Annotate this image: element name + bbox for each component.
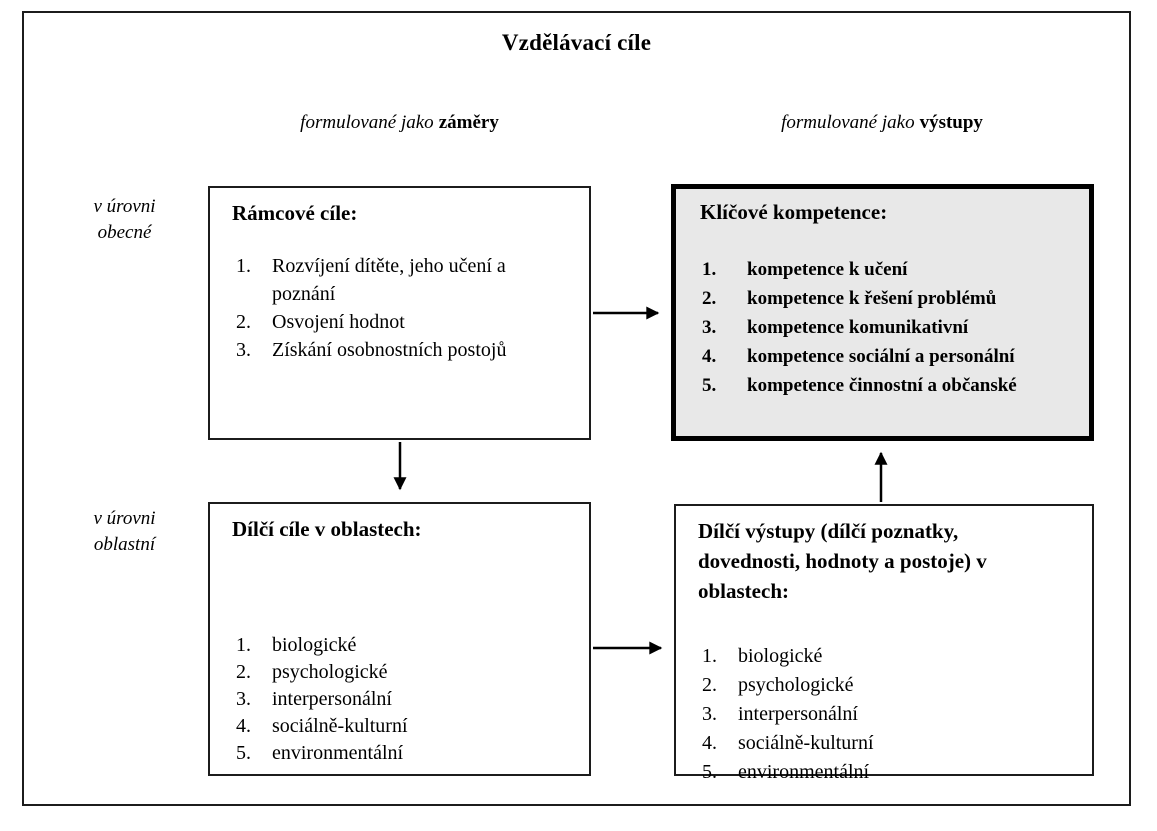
column-header-outputs-emphasis: výstupy	[919, 112, 983, 133]
list-item-number: 1.	[702, 645, 717, 667]
list-item-number: 3.	[702, 317, 717, 338]
list-item-text: kompetence komunikativní	[747, 317, 969, 338]
list-item	[236, 632, 579, 659]
list-item	[702, 642, 1082, 671]
list-item	[702, 342, 1079, 371]
list-item	[236, 336, 579, 364]
list-item	[702, 313, 1079, 342]
list-item	[236, 659, 579, 686]
list-item-number: 2.	[236, 311, 251, 333]
row-label-area-line2: oblastní	[93, 534, 156, 555]
diagram-title: Vzdělávací cíle	[501, 30, 652, 55]
list-item-text: biologické	[738, 645, 823, 667]
row-label-area-level	[52, 506, 197, 558]
box-partial-goals-list	[210, 632, 589, 767]
list-item-number: 1.	[236, 255, 251, 277]
box-framework-goals-title: Rámcové cíle:	[232, 201, 358, 225]
box-partial-outputs-title: Dílčí výstupy (dílčí poznatky, dovednosti, hodnoty a postoje) v oblastech:	[698, 519, 987, 603]
list-item-text: biologické	[272, 634, 357, 656]
list-item-text: environmentální	[738, 761, 870, 783]
list-item-number: 4.	[702, 346, 717, 367]
list-item-text: Osvojení hodnot	[272, 311, 405, 333]
list-item-text: kompetence činnostní a občanské	[747, 375, 1017, 396]
list-item-number: 2.	[236, 661, 251, 683]
column-header-intents-prefix: formulované jako	[300, 112, 434, 133]
list-item	[236, 740, 579, 767]
list-item-text: sociálně-kulturní	[738, 732, 874, 754]
list-item	[702, 729, 1082, 758]
list-item-text: sociálně-kulturní	[272, 715, 408, 737]
list-item-text: Získání osobnostních postojů	[272, 339, 507, 361]
list-item	[702, 371, 1079, 400]
box-partial-outputs-list	[676, 642, 1092, 787]
list-item	[702, 758, 1082, 787]
box-partial-goals	[208, 502, 591, 776]
list-item-text: psychologické	[272, 661, 388, 683]
list-item-text: Rozvíjení dítěte, jeho učení a poznání	[272, 255, 506, 305]
list-item	[702, 284, 1079, 313]
list-item-number: 5.	[236, 742, 251, 764]
box-key-competences-title: Klíčové kompetence:	[700, 200, 888, 224]
column-header-outputs-prefix: formulované jako	[781, 112, 915, 133]
list-item-number: 4.	[236, 715, 251, 737]
box-framework-goals-list	[210, 252, 589, 364]
row-label-area-line1: v úrovni	[93, 508, 156, 529]
list-item	[236, 686, 579, 713]
list-item	[236, 308, 579, 336]
box-framework-goals	[208, 186, 591, 440]
list-item-text: interpersonální	[272, 688, 392, 710]
list-item	[702, 255, 1079, 284]
list-item-number: 5.	[702, 375, 717, 396]
box-partial-goals-title: Dílčí cíle v oblastech:	[232, 517, 422, 541]
list-item-number: 2.	[702, 288, 717, 309]
list-item	[236, 713, 579, 740]
list-item	[702, 671, 1082, 700]
list-item-number: 3.	[236, 688, 251, 710]
list-item-number: 2.	[702, 674, 717, 696]
list-item-text: kompetence k řešení problémů	[747, 288, 997, 309]
list-item-number: 3.	[236, 339, 251, 361]
row-label-general-line2: obecné	[97, 222, 152, 243]
list-item-text: interpersonální	[738, 703, 858, 725]
row-label-general-line1: v úrovni	[93, 196, 156, 217]
list-item-number: 3.	[702, 703, 717, 725]
box-key-competences-list	[676, 255, 1089, 400]
list-item-text: psychologické	[738, 674, 854, 696]
box-partial-outputs	[674, 504, 1094, 783]
list-item-number: 5.	[702, 761, 717, 783]
row-label-general-level	[52, 194, 197, 246]
list-item-text: kompetence sociální a personální	[747, 346, 1015, 367]
box-key-competences	[671, 184, 1094, 441]
list-item-number: 4.	[702, 732, 717, 754]
list-item-number: 1.	[702, 259, 717, 280]
column-header-intents-emphasis: záměry	[438, 112, 499, 133]
list-item	[236, 252, 579, 308]
list-item-text: kompetence k učení	[747, 259, 908, 280]
list-item-text: environmentální	[272, 742, 404, 764]
column-header-outputs	[671, 112, 1093, 134]
column-header-intents	[208, 112, 591, 134]
list-item-number: 1.	[236, 634, 251, 656]
list-item	[702, 700, 1082, 729]
